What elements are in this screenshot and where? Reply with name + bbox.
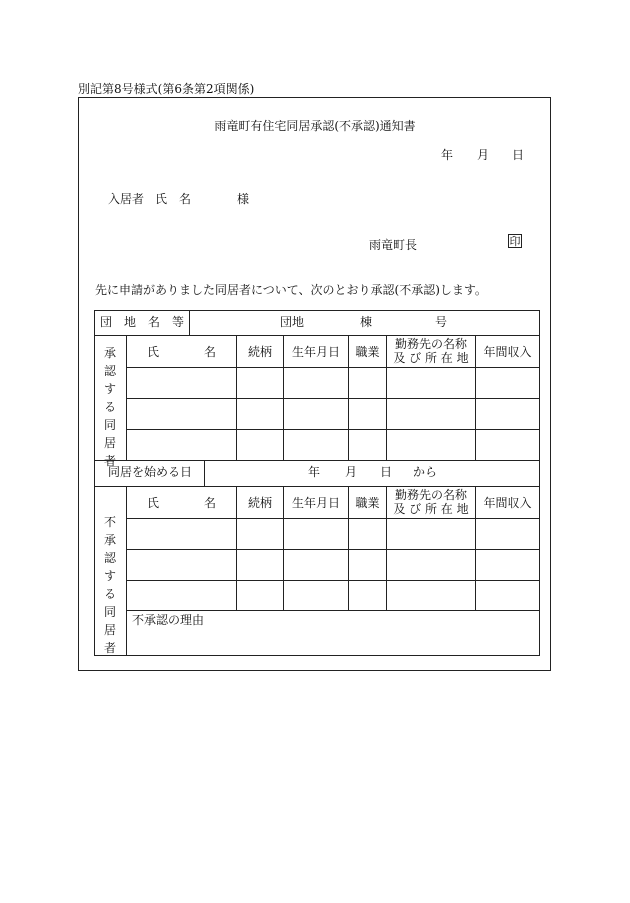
start-date-row xyxy=(94,460,540,487)
intro-text: 先に申請がありました同居者について、次のとおり承認(不承認)します。 xyxy=(95,283,487,297)
approved-vertical-label: 承 認 す る 同 居 者 xyxy=(103,346,116,468)
rejected-table xyxy=(94,486,540,656)
header-income: 年間収入 xyxy=(483,496,532,510)
complex-label: 団 地 名 等 xyxy=(99,315,184,329)
complex-row xyxy=(94,310,540,336)
header-name: 氏 xyxy=(147,345,160,359)
date-day-label: 日 xyxy=(512,148,525,162)
header-income: 年間収入 xyxy=(483,345,532,359)
date-month-label: 月 xyxy=(477,148,490,162)
header-birth: 生年月日 xyxy=(291,345,340,359)
header-work-line1: 勤務先の名称 xyxy=(394,488,467,502)
date-year-label: 年 xyxy=(441,148,454,162)
header-work-line2: 及 び 所 在 地 xyxy=(393,502,469,516)
start-from-label: から xyxy=(413,465,438,479)
form-number-label: 別記第8号様式(第6条第2項関係) xyxy=(78,82,255,96)
header-name-2: 名 xyxy=(204,345,217,359)
recipient-name-label: 氏 名 xyxy=(155,192,192,206)
start-year-label: 年 xyxy=(308,465,321,479)
recipient-label: 入居者 xyxy=(108,192,145,206)
header-work-line1: 勤務先の名称 xyxy=(394,337,467,351)
header-relation: 続柄 xyxy=(247,345,272,359)
start-date-label: 同居を始める日 xyxy=(107,465,192,479)
rejection-reason-label: 不承認の理由 xyxy=(132,613,205,627)
header-birth: 生年月日 xyxy=(291,496,340,510)
seal-mark: 印 xyxy=(509,235,521,248)
building-unit: 棟 xyxy=(360,315,373,329)
header-work-line2: 及 び 所 在 地 xyxy=(393,351,469,365)
complex-unit: 団地 xyxy=(280,315,305,329)
document-title: 雨竜町有住宅同居承認(不承認)通知書 xyxy=(214,119,416,133)
approved-table xyxy=(94,335,540,468)
header-relation: 続柄 xyxy=(247,496,272,510)
recipient-honorific: 様 xyxy=(237,192,250,206)
room-unit: 号 xyxy=(435,315,448,329)
start-day-label: 日 xyxy=(380,465,393,479)
header-name: 氏 xyxy=(147,496,160,510)
header-job: 職業 xyxy=(355,345,380,359)
header-job: 職業 xyxy=(355,496,380,510)
rejected-vertical-label: 不 承 認 す る 同 居 者 xyxy=(103,515,116,655)
start-month-label: 月 xyxy=(345,465,358,479)
issuer-title: 雨竜町長 xyxy=(369,238,418,252)
header-name-2: 名 xyxy=(204,496,217,510)
